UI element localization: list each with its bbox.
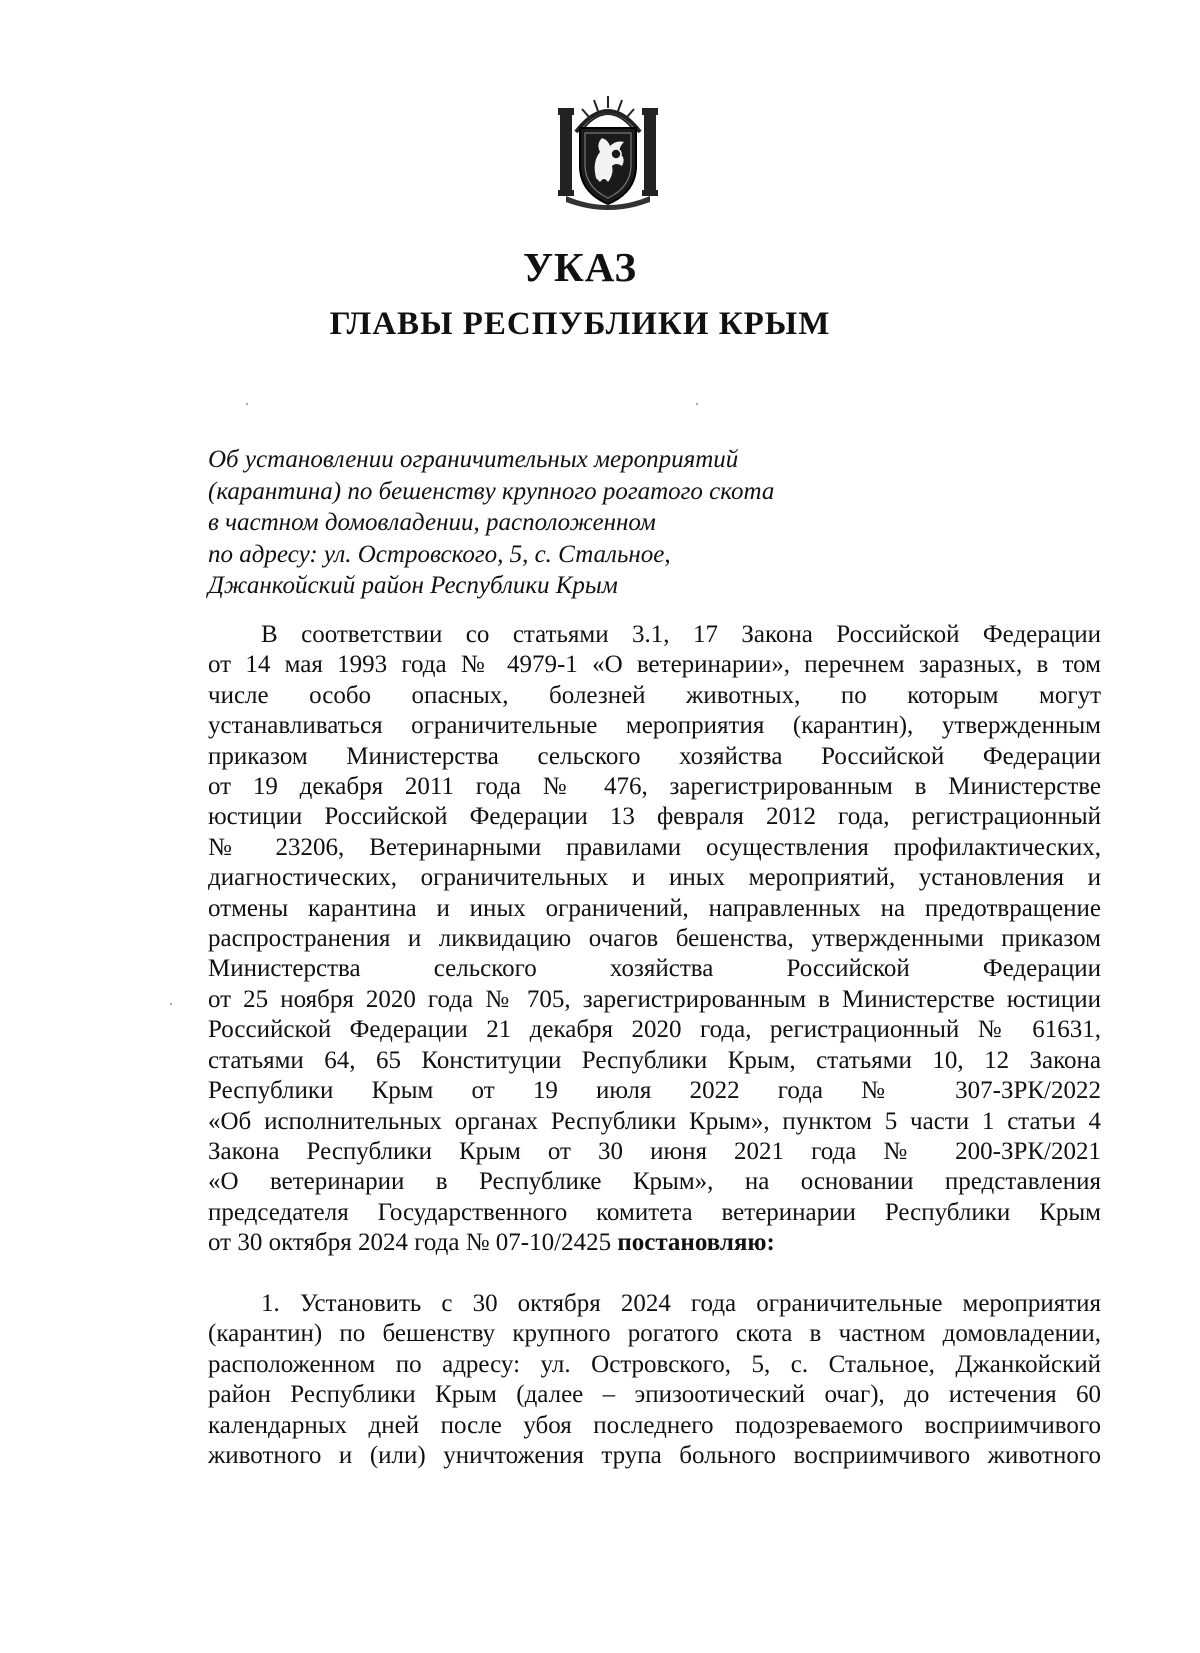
scan-speck	[246, 403, 248, 405]
item-line: 1. Установить с 30 октября 2024 года ограничительные мероприятия	[261, 1290, 1101, 1317]
scan-speck	[170, 1003, 172, 1005]
document-subtitle: ГЛАВЫ РЕСПУБЛИКИ КРЫМ	[329, 306, 831, 342]
preamble-line: от 19 декабря 2011 года № 476, зарегистрированным в Министерстве	[208, 773, 1101, 801]
preamble-line: «Об исполнительных органах Республики Крым», пунктом 5 части 1 статьи 4	[208, 1107, 1101, 1135]
preamble-line: статьями 64, 65 Конституции Республики Крым, статьями 10, 12 Закона	[208, 1046, 1101, 1074]
document-subject	[208, 444, 908, 602]
preamble-line: Российской Федерации 21 декабря 2020 года, регистрационный № 61631,	[208, 1016, 1101, 1044]
preamble-line: Министерства сельского хозяйства Российской Федерации	[208, 955, 1101, 983]
preamble-line: «О ветеринарии в Республике Крым», на основании представления	[208, 1168, 1101, 1196]
preamble-line: № 23206, Ветеринарными правилами осуществления профилактических,	[208, 833, 1101, 861]
preamble-line: от 25 ноября 2020 года № 705, зарегистрированным в Министерстве юстиции	[208, 985, 1101, 1013]
preamble-line: от 14 мая 1993 года № 4979-1 «О ветеринарии», перечнем заразных, в том	[208, 651, 1101, 679]
subject-line: (карантина) по бешенству крупного рогатого скота	[208, 477, 775, 505]
coat-of-arms-icon	[556, 92, 660, 210]
preamble-line: Республики Крым от 19 июля 2022 года № 307-ЗРК/2022	[208, 1077, 1101, 1105]
preamble-line: юстиции Российской Федерации 13 февраля 2012 года, регистрационный	[208, 803, 1101, 831]
preamble-line: отмены карантина и иных ограничений, направленных на предотвращение	[208, 894, 1101, 922]
item-line: животного и (или) уничтожения трупа больного восприимчивого животного	[208, 1442, 1101, 1470]
subject-line: в частном домовладении, расположенном	[208, 509, 656, 536]
preamble-line: Закона Республики Крым от 30 июня 2021 года № 200-ЗРК/2021	[208, 1137, 1101, 1165]
preamble-line: распространения и ликвидацию очагов бешенства, утвержденными приказом	[208, 925, 1101, 953]
item-line: район Республики Крым (далее – эпизоотический очаг), до истечения 60	[208, 1381, 1101, 1409]
item-line: (карантин) по бешенству крупного рогатого скота в частном домовладении,	[208, 1320, 1101, 1348]
preamble-line: устанавливаться ограничительные мероприятия (карантин), утвержденным	[208, 712, 1101, 740]
scan-speck	[696, 403, 698, 405]
resolution-word: постановляю:	[617, 1229, 775, 1257]
item-1-paragraph	[208, 1289, 1101, 1471]
item-line: календарных дней после убоя последнего подозреваемого восприимчивого	[208, 1411, 1101, 1439]
subject-line: Об установлении ограничительных мероприятий	[208, 446, 739, 473]
preamble-line: В соответствии со статьями 3.1, 17 Закона Российской Федерации	[261, 621, 1101, 648]
document-title: УКАЗ	[522, 244, 638, 290]
preamble-line: приказом Министерства сельского хозяйства Российской Федерации	[208, 742, 1101, 770]
preamble-line: диагностических, ограничительных и иных мероприятий, установления и	[208, 864, 1101, 892]
preamble-line: председателя Государственного комитета ветеринарии Республики Крым	[208, 1198, 1101, 1226]
item-line: расположенном по адресу: ул. Островского, 5, с. Стальное, Джанкойский	[208, 1350, 1101, 1378]
preamble-last-line	[208, 1228, 1101, 1258]
subject-line: Джанкойский район Республики Крым	[208, 572, 618, 599]
preamble-line: от 30 октября 2024 года № 07-10/2425	[208, 1229, 612, 1257]
preamble-paragraph	[208, 620, 1101, 1259]
preamble-line: числе особо опасных, болезней животных, по которым могут	[208, 681, 1101, 709]
subject-line: по адресу: ул. Островского, 5, с. Стальное,	[208, 540, 671, 568]
